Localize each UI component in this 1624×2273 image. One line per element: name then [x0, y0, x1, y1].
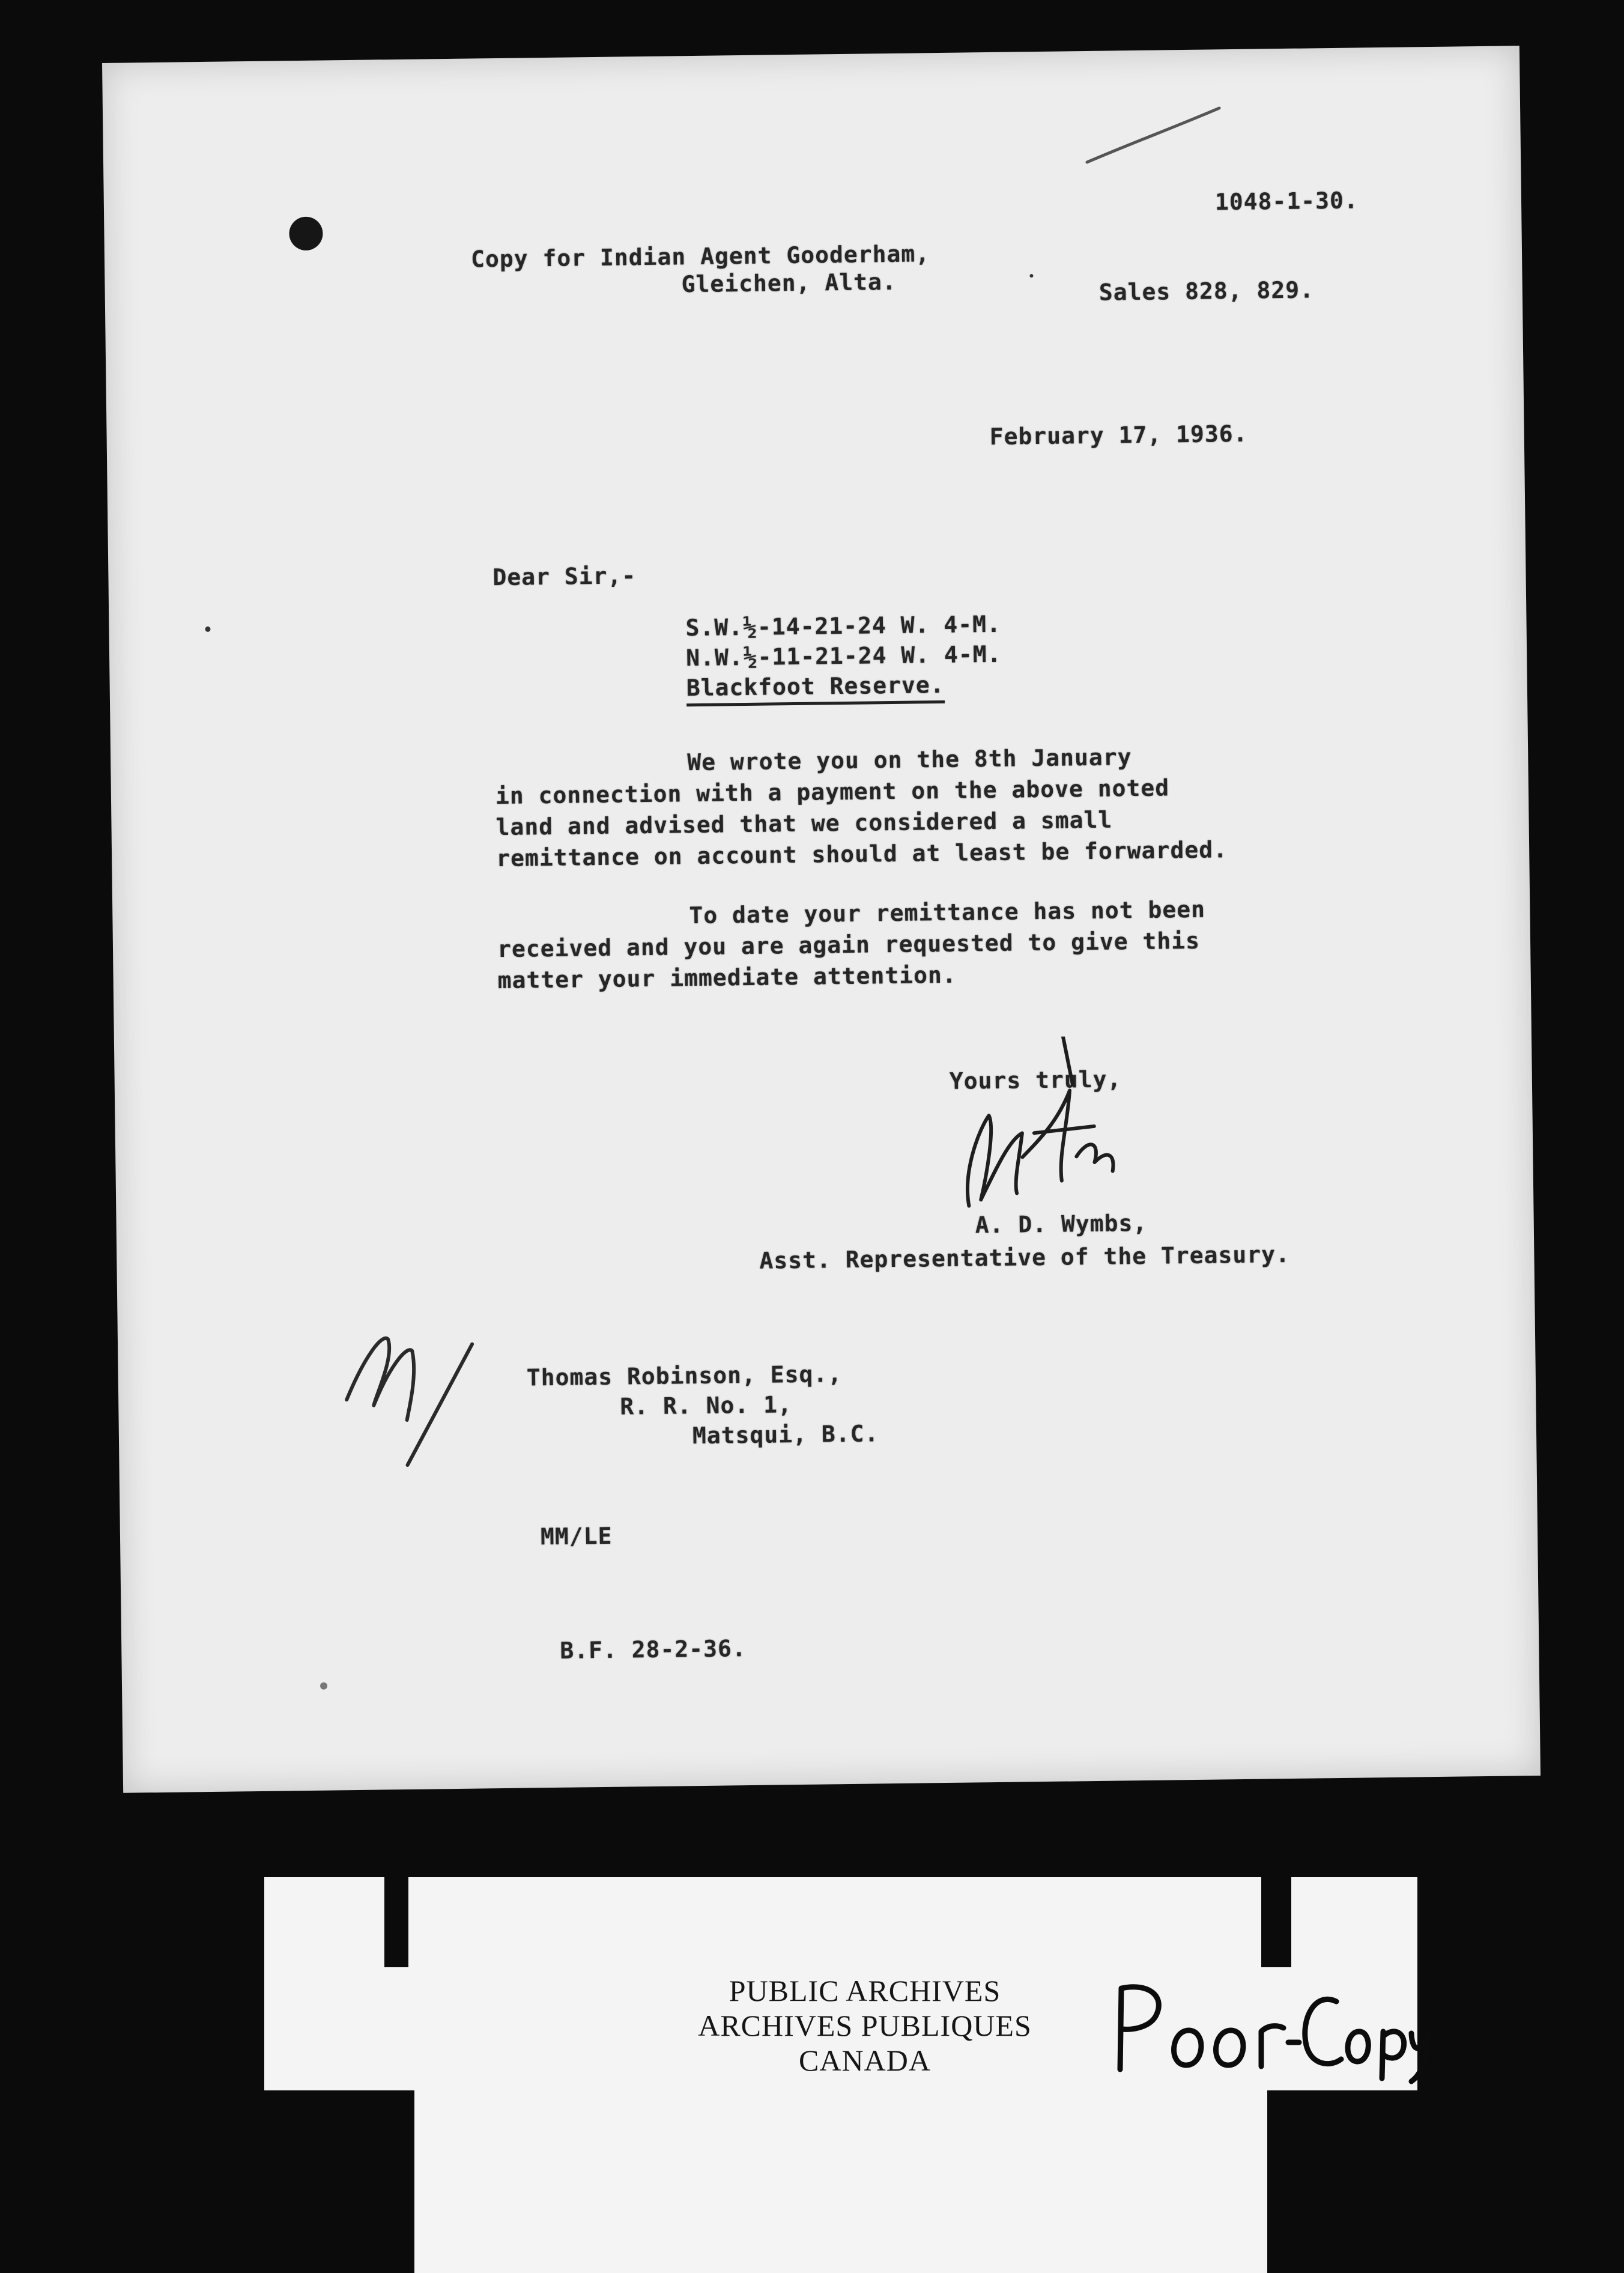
closing: Yours truly, — [949, 1066, 1122, 1094]
paragraph-1-line: in connection with a payment on the above noted — [495, 774, 1170, 810]
copy-line-2: Gleichen, Alta. — [681, 268, 897, 298]
speck — [1029, 274, 1033, 278]
scratch-mark — [1081, 102, 1225, 174]
addressee-line: R. R. No. 1, — [620, 1391, 793, 1420]
poor-copy-handwriting — [1108, 1964, 1432, 2084]
signature-scrawl — [943, 1036, 1138, 1224]
subject-line-3: Blackfoot Reserve. — [686, 672, 945, 706]
paragraph-2-line: To date your remittance has not been — [689, 896, 1206, 929]
label-notch-left — [384, 1877, 408, 1967]
sales-reference: Sales 828, 829. — [1098, 276, 1315, 306]
subject-line-2: N.W.½-11-21-24 W. 4-M. — [685, 640, 1002, 672]
subject-line-1: S.W.½-14-21-24 W. 4-M. — [685, 610, 1002, 642]
typist-initials: MM/LE — [540, 1522, 613, 1550]
signer-title: Asst. Representative of the Treasury. — [759, 1240, 1291, 1274]
file-number: 1048-1-30. — [1214, 187, 1359, 216]
handwritten-mark — [340, 1320, 480, 1472]
paragraph-2-line: matter your immediate attention. — [497, 961, 957, 994]
salutation: Dear Sir,- — [492, 562, 637, 591]
bring-forward-note: B.F. 28-2-36. — [560, 1635, 747, 1664]
archives-line: ARCHIVES PUBLIQUES — [698, 2009, 1032, 2042]
copy-line-1: Copy for Indian Agent Gooderham, — [470, 240, 930, 273]
document-page — [102, 46, 1541, 1793]
signer-name: A. D. Wymbs, — [975, 1209, 1148, 1239]
archive-label-lower — [414, 2084, 1267, 2273]
addressee-line: Thomas Robinson, Esq., — [526, 1361, 843, 1391]
archives-line: PUBLIC ARCHIVES — [729, 1974, 1001, 2007]
speck — [320, 1683, 327, 1690]
label-notch-right — [1261, 1877, 1291, 1967]
paragraph-2-line: received and you are again requested to give this — [497, 927, 1201, 963]
addressee-line: Matsqui, B.C. — [692, 1420, 879, 1449]
letter-date: February 17, 1936. — [989, 420, 1248, 450]
paragraph-1-line: remittance on account should at least be forwarded. — [495, 836, 1228, 872]
archives-stamp — [625, 1973, 1105, 2078]
archives-line: CANADA — [799, 2044, 931, 2077]
punch-hole — [289, 217, 323, 251]
paragraph-1-line: We wrote you on the 8th January — [687, 744, 1132, 776]
paragraph-1-line: land and advised that we considered a small — [495, 806, 1113, 841]
speck — [205, 627, 210, 632]
